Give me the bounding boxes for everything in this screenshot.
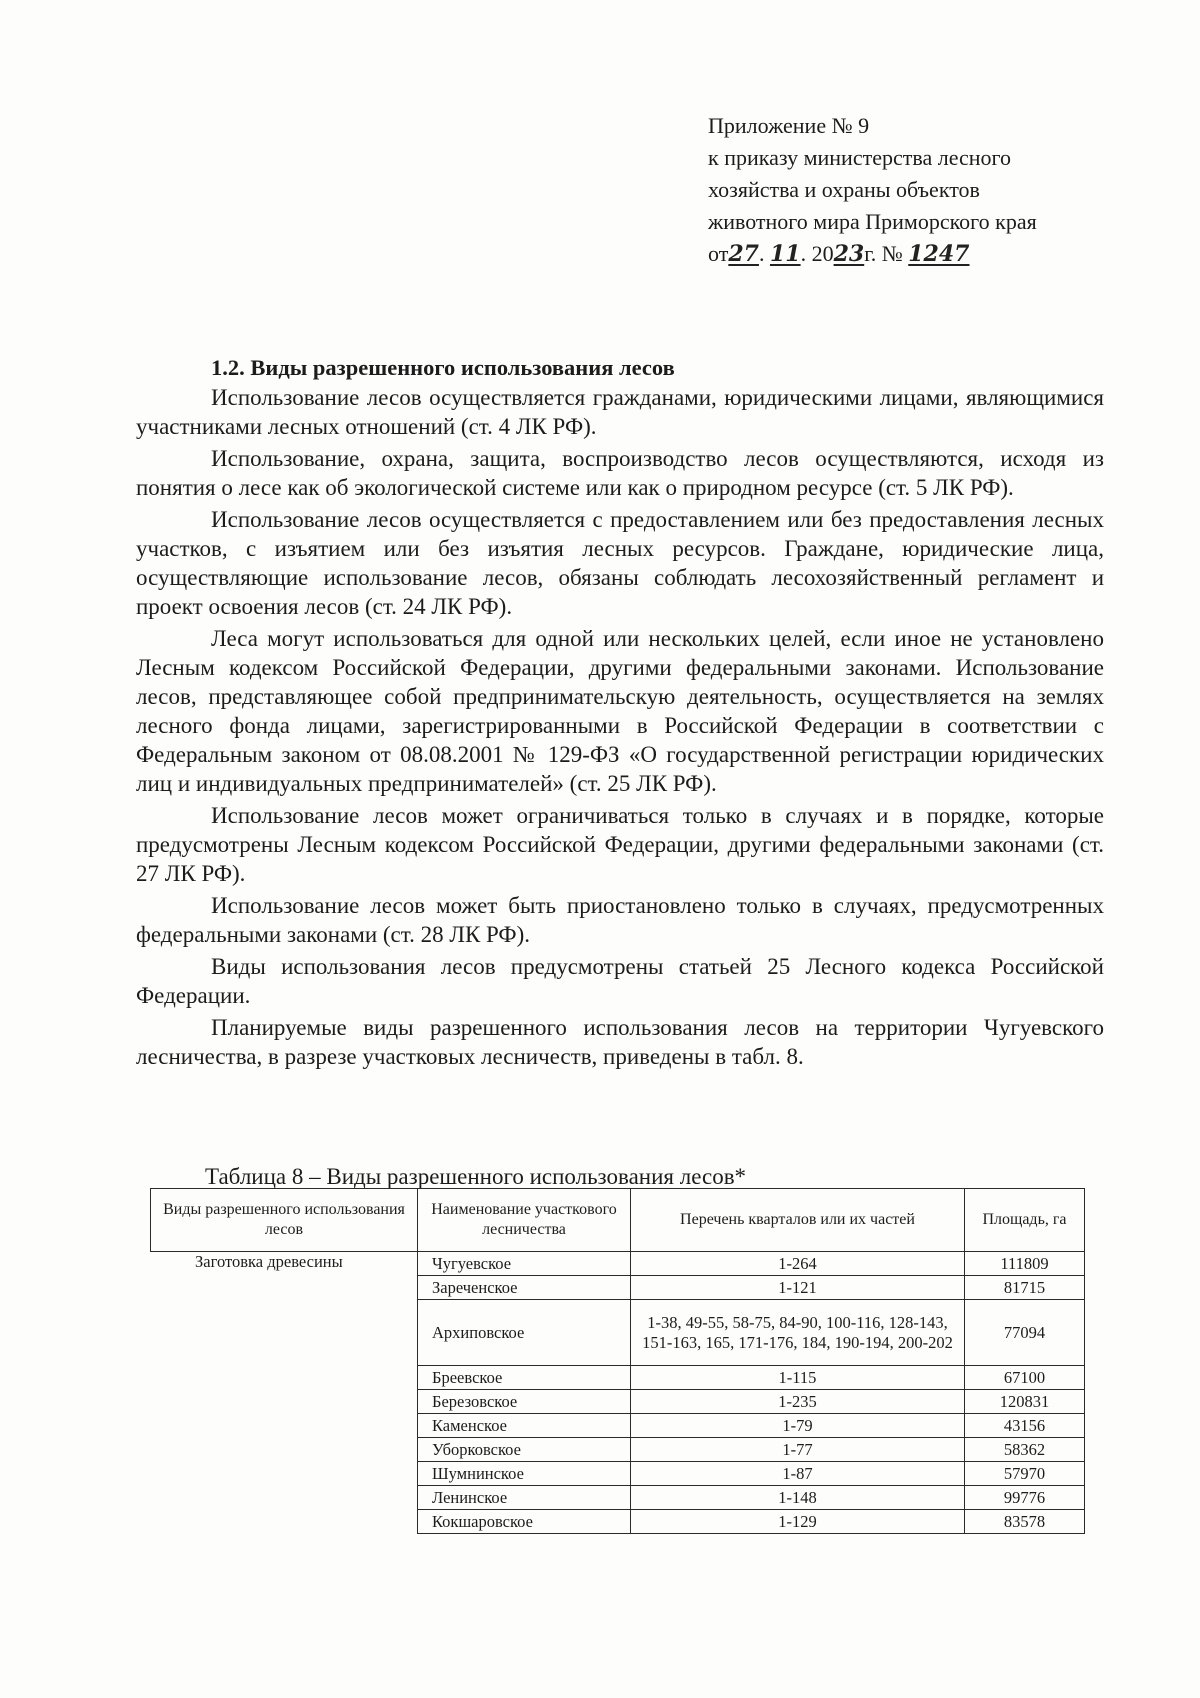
header-quarters: Перечень кварталов или их частей (631, 1189, 965, 1252)
handwritten-month: 11 (769, 241, 801, 267)
forest-use-table (150, 1188, 1085, 1534)
quarters-cell: 1-148 (631, 1486, 965, 1510)
paragraph: Использование, охрана, защита, воспроизводство лесов осуществляются, исходя из понятия о лесе как об экологической системе или как о природном ресурсе (ст. 5 ЛК РФ). (136, 446, 1104, 500)
handwritten-day: 27 (728, 241, 759, 267)
table-caption: Таблица 8 – Виды разрешенного использования лесов* (205, 1164, 747, 1189)
order-date-line: от27. 11. 2023г. № 1247 (708, 238, 1148, 270)
year-prefix: 20 (811, 241, 834, 266)
area-cell: 111809 (965, 1252, 1085, 1276)
quarters-cell: 1-235 (631, 1390, 965, 1414)
area-cell: 120831 (965, 1390, 1085, 1414)
year-suffix: г. № (864, 241, 903, 266)
forestry-cell: Березовское (418, 1390, 631, 1414)
handwritten-year: 23 (833, 241, 865, 267)
table-row (151, 1252, 1085, 1276)
forestry-cell: Бреевское (418, 1366, 631, 1390)
section-heading: 1.2. Виды разрешенного использования лесов (211, 355, 675, 380)
handwritten-order-number: 1247 (908, 241, 970, 267)
quarters-cell: 1-87 (631, 1462, 965, 1486)
quarters-cell: 1-79 (631, 1414, 965, 1438)
appendix-line-2: к приказу министерства лесного (708, 145, 1012, 170)
area-cell: 99776 (965, 1486, 1085, 1510)
quarters-cell: 1-121 (631, 1276, 965, 1300)
paragraph: Использование лесов осуществляется с предоставлением или без предоставления лесных участков, с изъятием или без изъятия лесных ресурсов. Граждане, юридические лица, осуществляющие использование лесов, обязаны соблюдать лесохозяйственный регламент и проект освоения лесов (ст. 24 ЛК РФ). (136, 507, 1104, 619)
paragraph: Планируемые виды разрешенного использования лесов на территории Чугуевского лесничества, в разрезе участковых лесничеств, приведены в табл. 8. (136, 1015, 1104, 1069)
appendix-header (708, 110, 1148, 270)
quarters-cell: 1-77 (631, 1438, 965, 1462)
date-prefix: от (708, 241, 729, 266)
forestry-cell: Каменское (418, 1414, 631, 1438)
appendix-line-3: хозяйства и охраны объектов (708, 177, 980, 202)
quarters-cell: 1-129 (631, 1510, 965, 1534)
appendix-title: Приложение № 9 (708, 113, 870, 138)
forestry-cell: Архиповское (418, 1300, 631, 1366)
use-type-cell: Заготовка древесины (151, 1252, 418, 1534)
area-cell: 57970 (965, 1462, 1085, 1486)
forestry-cell: Шумнинское (418, 1462, 631, 1486)
header-use-type: Виды разрешенного использования лесов (151, 1189, 418, 1252)
paragraph: Использование лесов может ограничиваться только в случаях и в порядке, которые предусмотрены Лесным кодексом Российской Федерации, другими федеральными законами (ст. 27 ЛК РФ). (136, 803, 1104, 886)
paragraph: Леса могут использоваться для одной или нескольких целей, если иное не установлено Лесным кодексом Российской Федерации, другими федеральными законами. Использование лесов, представляющее собой предпринимательскую деятельность, осуществляется на землях лесного фонда лицами, зарегистрированными в Российской Федерации в соответствии с Федеральным законом от 08.08.2001 № 129-ФЗ «О государственной регистрации юридических лиц и индивидуальных предпринимателей» (ст. 25 ЛК РФ). (136, 626, 1104, 796)
forestry-cell: Уборковское (418, 1438, 631, 1462)
paragraph: Использование лесов может быть приостановлено только в случаях, предусмотренных федеральными законами (ст. 28 ЛК РФ). (136, 893, 1104, 947)
quarters-cell: 1-38, 49-55, 58-75, 84-90, 100-116, 128-143, 151-163, 165, 171-176, 184, 190-194, 200-202 (631, 1300, 965, 1366)
area-cell: 67100 (965, 1366, 1085, 1390)
area-cell: 83578 (965, 1510, 1085, 1534)
area-cell: 58362 (965, 1438, 1085, 1462)
forestry-cell: Зареченское (418, 1276, 631, 1300)
paragraph: Виды использования лесов предусмотрены статьей 25 Лесного кодекса Российской Федерации. (136, 954, 1104, 1008)
table-header-row (151, 1189, 1085, 1252)
forestry-cell: Кокшаровское (418, 1510, 631, 1534)
area-cell: 43156 (965, 1414, 1085, 1438)
area-cell: 77094 (965, 1300, 1085, 1366)
header-area: Площадь, га (965, 1189, 1085, 1252)
section-body (136, 383, 1104, 1071)
forestry-cell: Чугуевское (418, 1252, 631, 1276)
header-forestry: Наименование участкового лесничества (418, 1189, 631, 1252)
quarters-cell: 1-115 (631, 1366, 965, 1390)
appendix-line-4: животного мира Приморского края (708, 209, 1037, 234)
area-cell: 81715 (965, 1276, 1085, 1300)
quarters-cell: 1-264 (631, 1252, 965, 1276)
forestry-cell: Ленинское (418, 1486, 631, 1510)
paragraph: Использование лесов осуществляется гражданами, юридическими лицами, являющимися участниками лесных отношений (ст. 4 ЛК РФ). (136, 385, 1104, 439)
